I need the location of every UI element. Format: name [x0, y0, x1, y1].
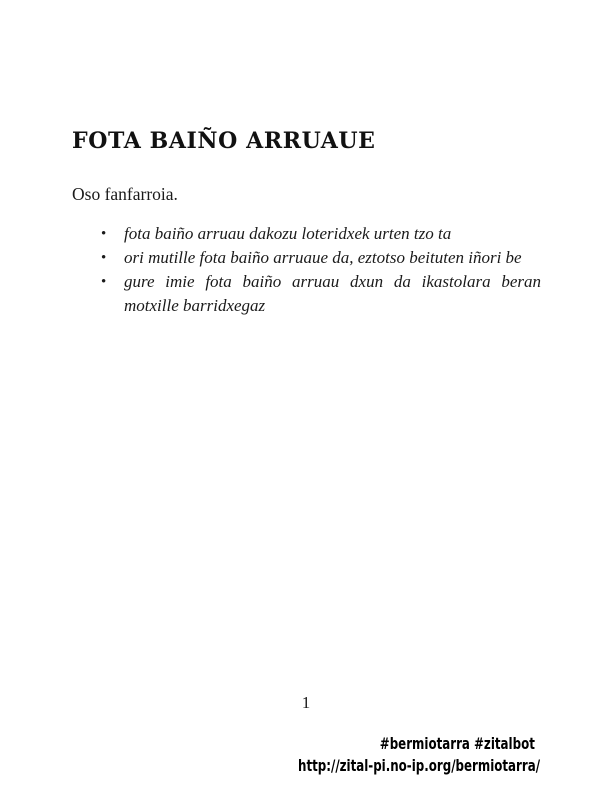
bullet-icon: •	[101, 250, 107, 266]
bullet-icon: •	[101, 274, 107, 290]
example-text: ori mutille fota baiño arruaue da, eztotso beituten iñori be	[124, 248, 522, 267]
list-item	[101, 222, 541, 246]
list-item	[101, 270, 541, 318]
example-text: fota baiño arruau dakozu loteridxek urten tzo ta	[124, 224, 452, 243]
bullet-icon: •	[101, 226, 107, 242]
footer-hashtags: #bermiotarra #zitalbot	[379, 734, 535, 753]
page-number: 1	[301, 693, 311, 712]
example-list	[101, 222, 541, 318]
example-text: gure imie fota baiño arruau dxun da ikastolara beran motxille barridxegaz	[124, 272, 541, 315]
footer-url-link[interactable]: http://zital-pi.no-ip.org/bermiotarra/	[297, 756, 540, 775]
entry-title: FOTA BAIÑO ARRUAUE	[72, 128, 376, 154]
footer	[298, 733, 540, 777]
entry-definition: Oso fanfarroia.	[72, 184, 178, 204]
list-item	[101, 246, 541, 270]
